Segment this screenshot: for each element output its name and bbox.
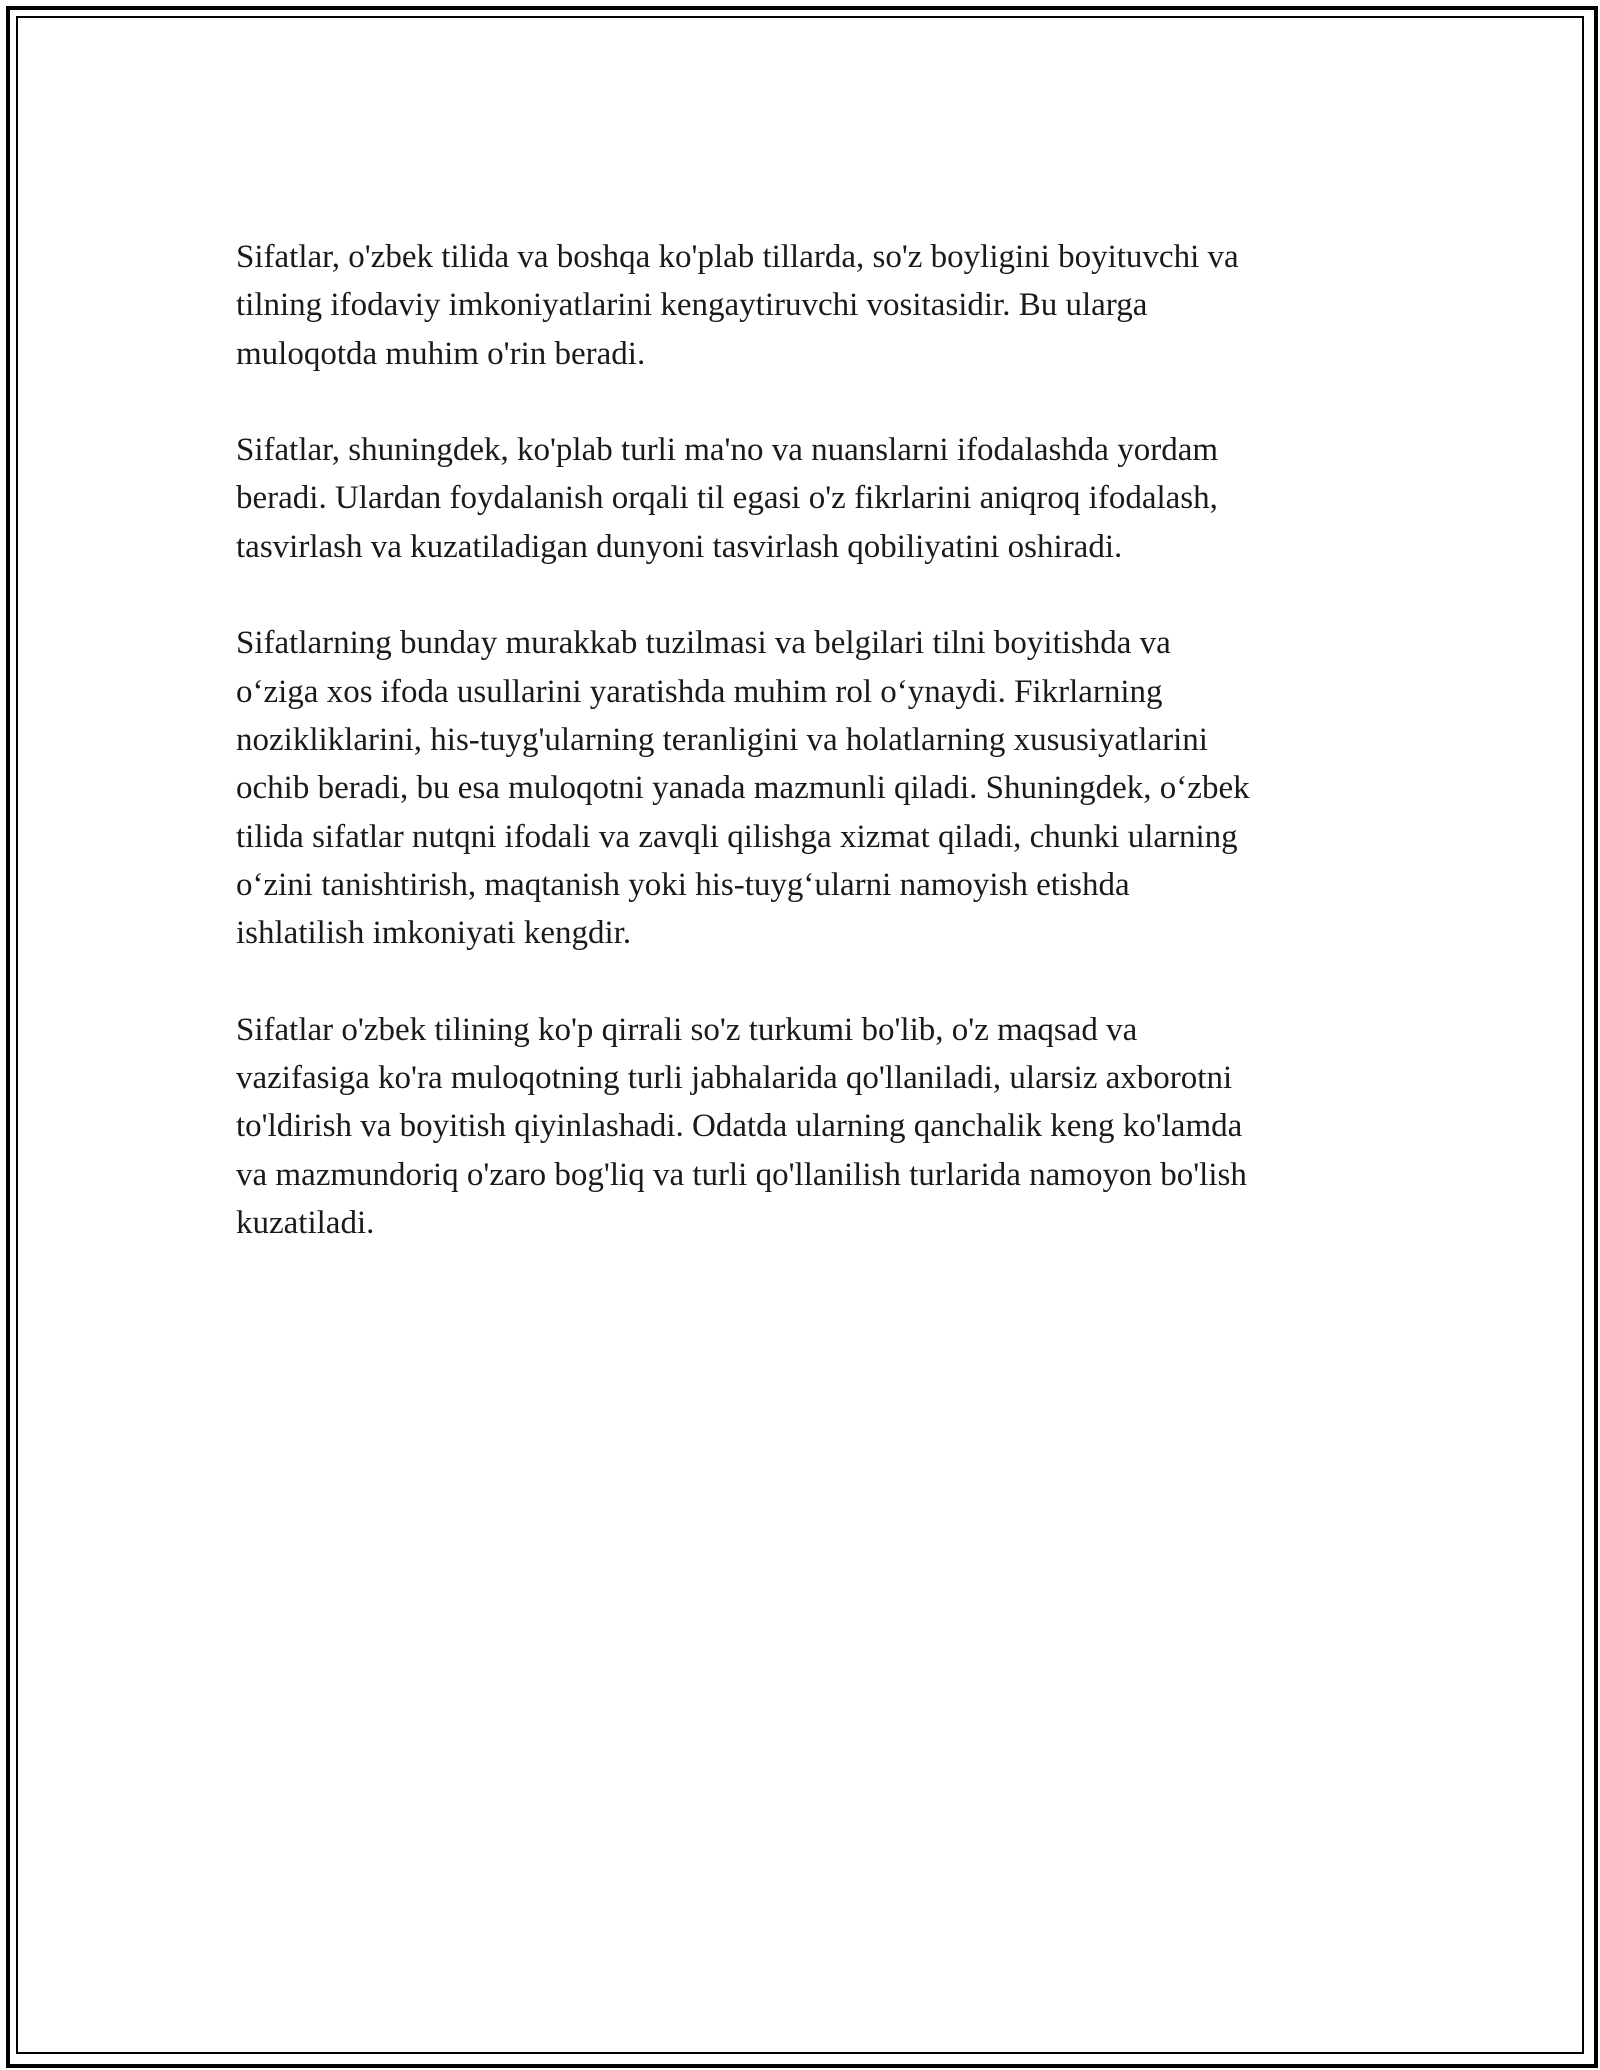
paragraph-4 bbox=[236, 1006, 1366, 1247]
paragraph-2 bbox=[236, 426, 1366, 571]
paragraph-line: nozikliklarini, his-tuyg'ularning teranligini va holatlarning xususiyatlarini bbox=[236, 721, 1208, 758]
paragraph-line: ochib beradi, bu esa muloqotni yanada mazmunli qiladi. Shuningdek, o‘zbek bbox=[236, 770, 1250, 807]
paragraph-line: o‘ziga xos ifoda usullarini yaratishda muhim rol o‘ynaydi. Fikrlarning bbox=[236, 673, 1163, 710]
paragraph-line: va mazmundoriq o'zaro bog'liq va turli qo'llanilish turlarida namoyon bo'lish bbox=[236, 1156, 1247, 1193]
paragraph-line: to'ldirish va boyitish qiyinlashadi. Odatda ularning qanchalik keng ko'lamda bbox=[236, 1108, 1243, 1145]
paragraph-line: muloqotda muhim o'rin beradi. bbox=[236, 335, 646, 372]
paragraph-line: tilning ifodaviy imkoniyatlarini kengaytiruvchi vositasidir. Bu ularga bbox=[236, 287, 1148, 324]
paragraph-3 bbox=[236, 619, 1366, 957]
paragraph-line: kuzatiladi. bbox=[236, 1204, 375, 1241]
paragraph-line: Sifatlar, o'zbek tilida va boshqa ko'plab tillarda, so'z boyligini boyituvchi va bbox=[236, 239, 1239, 275]
paragraph-line: ishlatilish imkoniyati kengdir. bbox=[236, 915, 632, 952]
paragraph-line: Sifatlar, shuningdek, ko'plab turli ma'no va nuanslarni ifodalashda yordam bbox=[236, 432, 1219, 469]
paragraph-line: tilida sifatlar nutqni ifodali va zavqli qilishga xizmat qiladi, chunki ularning bbox=[236, 818, 1238, 855]
document-body bbox=[236, 233, 1366, 1296]
paragraph-line: o‘zini tanishtirish, maqtanish yoki his-tuyg‘ularni namoyish etishda bbox=[236, 866, 1130, 903]
paragraph-line: vazifasiga ko'ra muloqotning turli jabhalarida qo'llaniladi, ularsiz axborotni bbox=[236, 1060, 1233, 1097]
paragraph-line: Sifatlar o'zbek tilining ko'p qirrali so'z turkumi bo'lib, o'z maqsad va bbox=[236, 1011, 1138, 1048]
paragraph-1 bbox=[236, 233, 1366, 378]
paragraph-line: beradi. Ulardan foydalanish orqali til egasi o'z fikrlarini aniqroq ifodalash, bbox=[236, 480, 1218, 517]
paragraph-line: Sifatlarning bunday murakkab tuzilmasi va belgilari tilni boyitishda va bbox=[236, 625, 1171, 662]
paragraph-line: tasvirlash va kuzatiladigan dunyoni tasvirlash qobiliyatini oshiradi. bbox=[236, 528, 1123, 565]
